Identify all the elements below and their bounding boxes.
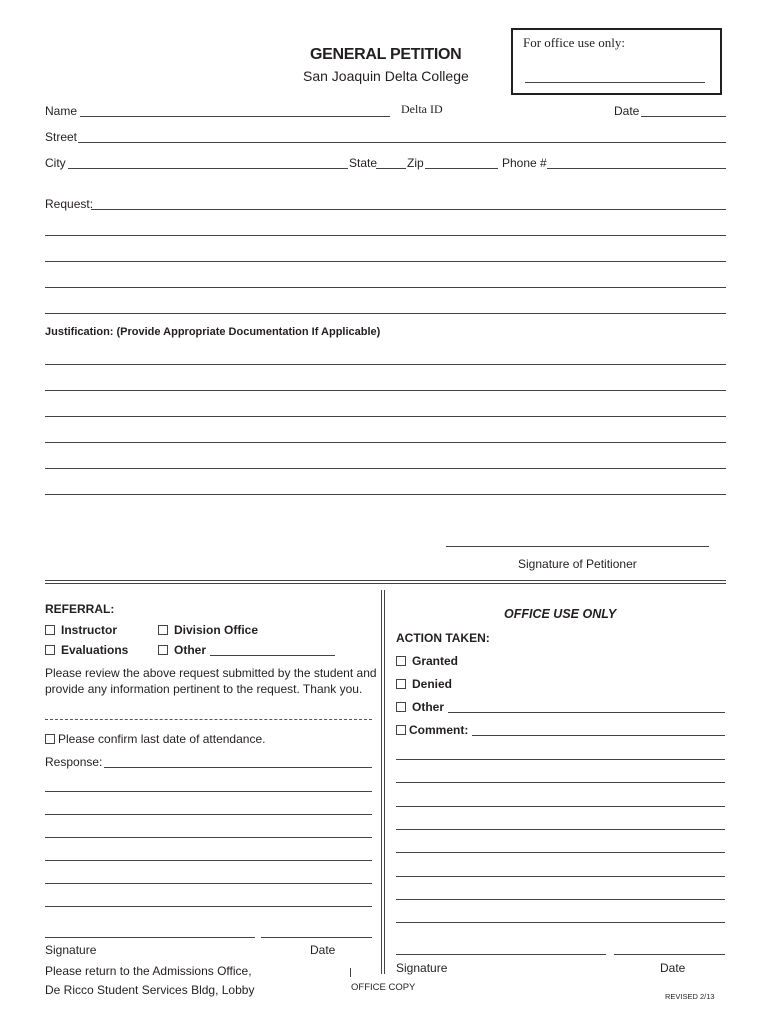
comment-line-6[interactable] (396, 852, 725, 853)
comment-line-1[interactable] (472, 735, 725, 736)
evaluations-option[interactable] (45, 643, 128, 657)
referral-heading: REFERRAL: (45, 602, 115, 616)
form-title: GENERAL PETITION (310, 46, 462, 63)
response-line-6[interactable] (45, 883, 372, 884)
city-field[interactable] (68, 168, 348, 169)
response-label: Response: (45, 755, 103, 769)
date-field[interactable] (641, 116, 726, 117)
name-label: Name (45, 104, 78, 118)
comment-line-9[interactable] (396, 922, 725, 923)
zip-label: Zip (407, 156, 424, 170)
office-other-field[interactable] (448, 712, 725, 713)
referral-other-label: Other (174, 643, 207, 657)
comment-line-7[interactable] (396, 876, 725, 877)
response-line-5[interactable] (45, 860, 372, 861)
zip-field[interactable] (425, 168, 498, 169)
referral-date-field[interactable] (261, 937, 372, 938)
comment-option[interactable] (396, 723, 468, 737)
office-other-checkbox[interactable] (396, 702, 406, 712)
request-label: Request: (45, 197, 94, 211)
phone-field[interactable] (547, 168, 726, 169)
section-divider (45, 580, 726, 584)
referral-other-option[interactable] (158, 643, 206, 657)
return-instructions-line1: Please return to the Admissions Office, (45, 964, 252, 978)
comment-line-3[interactable] (396, 782, 725, 783)
date-label: Date (614, 104, 640, 118)
comment-checkbox[interactable] (396, 725, 406, 735)
comment-line-2[interactable] (396, 759, 725, 760)
evaluations-label: Evaluations (61, 643, 129, 657)
granted-label: Granted (412, 654, 459, 668)
office-use-label: For office use only: (523, 35, 625, 50)
denied-option[interactable] (396, 677, 452, 691)
denied-label: Denied (412, 677, 453, 691)
justification-label: Justification: (Provide Appropriate Documentation If Applicable) (45, 326, 381, 338)
confirm-option[interactable] (45, 732, 265, 746)
comment-label: Comment: (409, 723, 469, 737)
college-name: San Joaquin Delta College (303, 68, 469, 84)
revised-label: REVISED 2/13 (665, 992, 715, 1001)
return-instructions-line2: De Ricco Student Services Bldg, Lobby (45, 983, 255, 997)
justification-line-4[interactable] (45, 442, 726, 443)
division-office-label: Division Office (174, 623, 259, 637)
comment-line-4[interactable] (396, 806, 725, 807)
comment-line-8[interactable] (396, 899, 725, 900)
instructor-label: Instructor (61, 623, 118, 637)
office-date-field[interactable] (614, 954, 725, 955)
referral-date-label: Date (310, 943, 336, 957)
referral-dashed-separator (45, 719, 372, 720)
evaluations-checkbox[interactable] (45, 645, 55, 655)
office-use-heading: OFFICE USE ONLY (504, 607, 617, 621)
footer-tick (350, 968, 351, 977)
petitioner-signature-field[interactable] (446, 546, 709, 547)
office-other-label: Other (412, 700, 445, 714)
referral-instructions: Please review the above request submitted by the student and provide any information pertinent to the request. Thank you. (45, 666, 377, 696)
confirm-label: Please confirm last date of attendance. (58, 732, 266, 746)
column-divider (381, 590, 385, 974)
office-use-line[interactable] (525, 82, 705, 83)
justification-line-5[interactable] (45, 468, 726, 469)
response-line-2[interactable] (45, 791, 372, 792)
justification-line-3[interactable] (45, 416, 726, 417)
petitioner-signature-label: Signature of Petitioner (518, 557, 637, 571)
request-line-4[interactable] (45, 287, 726, 288)
referral-signature-field[interactable] (45, 937, 255, 938)
granted-option[interactable] (396, 654, 458, 668)
instructor-checkbox[interactable] (45, 625, 55, 635)
division-office-option[interactable] (158, 623, 258, 637)
justification-line-1[interactable] (45, 364, 726, 365)
request-line-1[interactable] (91, 209, 726, 210)
phone-label: Phone # (502, 156, 547, 170)
referral-signature-label: Signature (45, 943, 97, 957)
confirm-checkbox[interactable] (45, 734, 55, 744)
street-label: Street (45, 130, 78, 144)
street-field[interactable] (78, 142, 726, 143)
request-line-3[interactable] (45, 261, 726, 262)
response-line-7[interactable] (45, 906, 372, 907)
office-signature-field[interactable] (396, 954, 606, 955)
state-field[interactable] (376, 168, 406, 169)
office-use-box (511, 28, 722, 95)
response-line-3[interactable] (45, 814, 372, 815)
response-line-1[interactable] (104, 767, 372, 768)
office-copy-label: OFFICE COPY (351, 982, 416, 993)
comment-line-5[interactable] (396, 829, 725, 830)
division-office-checkbox[interactable] (158, 625, 168, 635)
referral-other-field[interactable] (210, 655, 335, 656)
office-date-label: Date (660, 961, 686, 975)
city-label: City (45, 156, 66, 170)
request-line-5[interactable] (45, 313, 726, 314)
justification-line-6[interactable] (45, 494, 726, 495)
referral-other-checkbox[interactable] (158, 645, 168, 655)
granted-checkbox[interactable] (396, 656, 406, 666)
denied-checkbox[interactable] (396, 679, 406, 689)
response-line-4[interactable] (45, 837, 372, 838)
delta-id-label: Delta ID (401, 102, 443, 116)
request-line-2[interactable] (45, 235, 726, 236)
action-taken-heading: ACTION TAKEN: (396, 631, 490, 645)
instructor-option[interactable] (45, 623, 117, 637)
office-other-option[interactable] (396, 700, 444, 714)
name-field[interactable] (80, 116, 390, 117)
office-signature-label: Signature (396, 961, 448, 975)
state-label: State (349, 156, 378, 170)
justification-line-2[interactable] (45, 390, 726, 391)
